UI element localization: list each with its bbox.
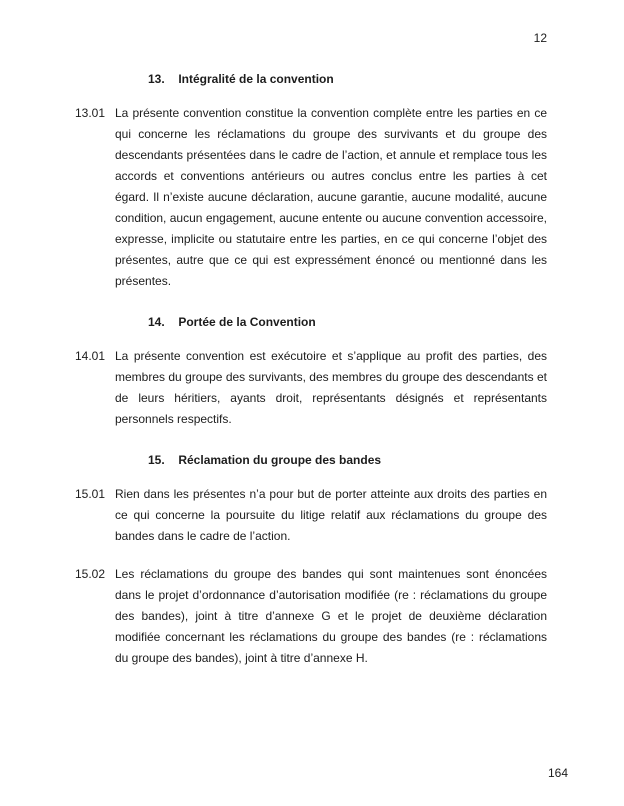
section-number: 13. — [148, 72, 165, 86]
paragraph-text: La présente convention constitue la convention complète entre les parties en ce qui concerne les réclamations du groupe des survivants et du groupe des descendants présentées dans le cadre de l’action, et annule et remplace tous les accords et conventions antérieurs ou autres conclus entre les parties à cet égard. Il n’existe aucune déclaration, aucune garantie, aucune modalité, aucune condition, aucun engagement, aucune entente ou aucune convention accessoire, expresse, implicite ou statutaire entre les parties, en ce qui concerne l’objet des présentes, autre que ce qui est expressément énoncé ou mentionné dans les présentes. — [115, 106, 547, 288]
paragraph-number: 14.01 — [75, 349, 106, 363]
paragraph — [75, 103, 547, 292]
section-14 — [75, 312, 547, 430]
section-13 — [75, 69, 547, 292]
paragraph — [75, 564, 547, 669]
paragraph-number: 15.01 — [75, 487, 106, 501]
section-heading — [148, 312, 547, 333]
paragraph-text: La présente convention est exécutoire et s’applique au profit des parties, des membres du groupe des survivants, des membres du groupe des descendants et de leurs héritiers, ayants droit, représentants désignés et représentants personnels respectifs. — [115, 349, 547, 426]
paragraph-text: Rien dans les présentes n’a pour but de porter atteinte aux droits des parties en ce qui concerne la poursuite du litige relatif aux réclamations du groupe des bandes dans le cadre de l’action. — [115, 487, 547, 543]
page-number-bottom: 164 — [547, 766, 568, 780]
paragraph — [75, 484, 547, 547]
section-title: Intégralité de la convention — [178, 72, 334, 86]
section-number: 15. — [148, 453, 165, 467]
page-number-top: 12 — [533, 31, 547, 45]
section-heading — [148, 450, 547, 471]
paragraph — [75, 346, 547, 430]
section-heading — [148, 69, 547, 90]
section-number: 14. — [148, 315, 165, 329]
paragraph-number: 15.02 — [75, 567, 106, 581]
section-title: Portée de la Convention — [178, 315, 316, 329]
section-title: Réclamation du groupe des bandes — [178, 453, 382, 467]
paragraph-text: Les réclamations du groupe des bandes qui sont maintenues sont énoncées dans le projet d’ordonnance d’autorisation modifiée (re : réclamations du groupe des bandes), joint à titre d’annexe G et le projet de deuxième déclaration modifiée concernant les réclamations du groupe des bandes (re : réclamations du groupe des bandes), joint à titre d’annexe H. — [115, 567, 547, 665]
paragraph-number: 13.01 — [75, 106, 106, 120]
section-15 — [75, 450, 547, 669]
